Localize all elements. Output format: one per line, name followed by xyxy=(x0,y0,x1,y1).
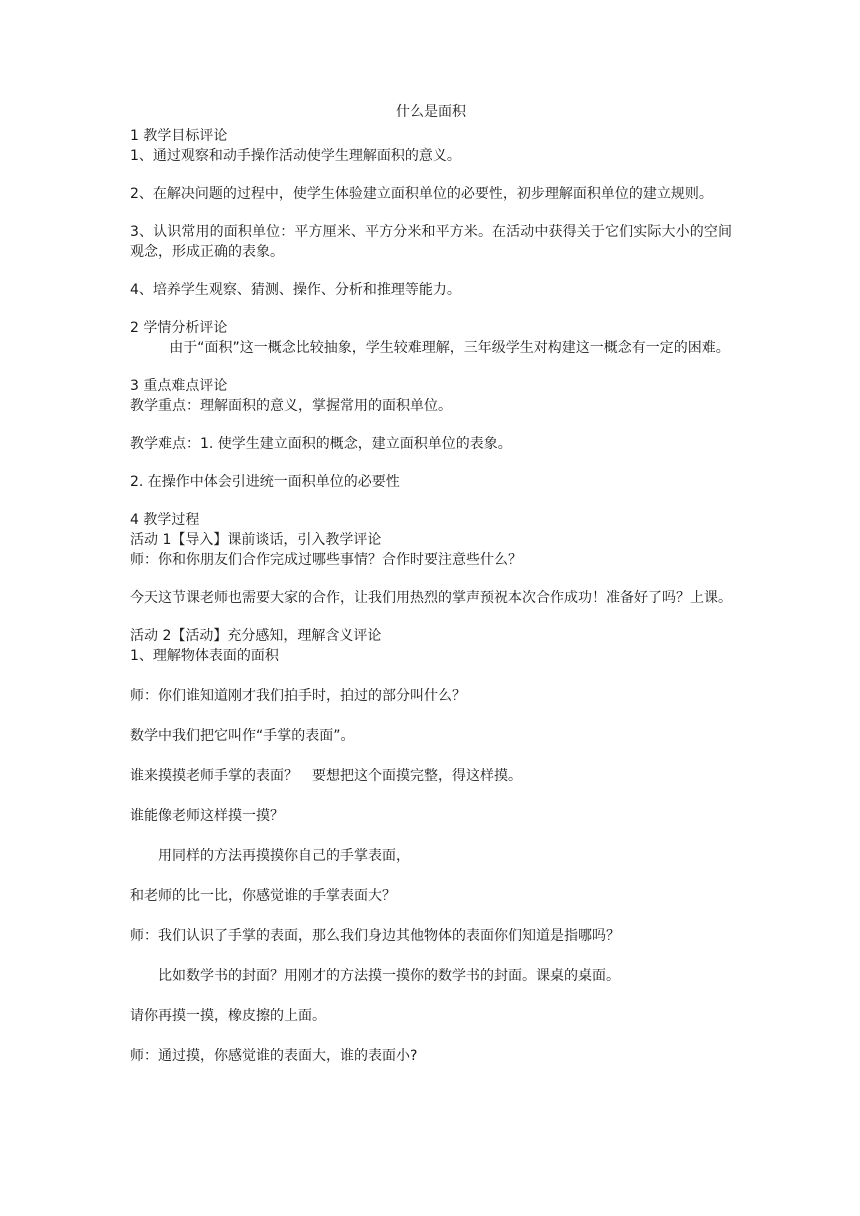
paragraph: 师：通过摸，你感觉谁的表面大，谁的表面小? xyxy=(130,1048,418,1064)
activity-title: 活动 1【导入】课前谈话，引入教学评论 xyxy=(130,532,382,548)
paragraph: 请你再摸一摸，橡皮擦的上面。 xyxy=(130,1008,326,1024)
paragraph: 谁来摸摸老师手掌的表面？ 要想把这个面摸完整，得这样摸。 xyxy=(130,768,522,784)
paragraph: 1、理解物体表面的面积 xyxy=(130,648,279,664)
paragraph: 用同样的方法再摸摸你自己的手掌表面， xyxy=(158,848,410,864)
paragraph: 4、培养学生观察、猜测、操作、分析和推理等能力。 xyxy=(130,282,461,298)
section-heading: 2 学情分析评论 xyxy=(130,320,228,336)
paragraph: 由于“面积”这一概念比较抽象，学生较难理解，三年级学生对构建这一概念有一定的困难。 xyxy=(169,340,730,356)
paragraph: 师：你和你朋友们合作完成过哪些事情？合作时要注意些什么？ xyxy=(130,552,522,568)
section-heading: 1 教学目标评论 xyxy=(130,128,228,144)
paragraph: 师：我们认识了手掌的表面，那么我们身边其他物体的表面你们知道是指哪吗？ xyxy=(130,928,620,944)
paragraph: 比如数学书的封面？用刚才的方法摸一摸你的数学书的封面。课桌的桌面。 xyxy=(158,968,620,984)
paragraph: 1、通过观察和动手操作活动使学生理解面积的意义。 xyxy=(130,148,461,164)
section-heading: 4 教学过程 xyxy=(130,512,200,528)
paragraph: 教学重点：理解面积的意义，掌握常用的面积单位。 xyxy=(130,398,452,414)
section-heading: 3 重点难点评论 xyxy=(130,378,228,394)
paragraph: 谁能像老师这样摸一摸？ xyxy=(130,808,284,824)
activity-title: 活动 2【活动】充分感知，理解含义评论 xyxy=(130,628,382,644)
paragraph: 师：你们谁知道刚才我们拍手时，拍过的部分叫什么？ xyxy=(130,688,466,704)
paragraph: 教学难点：1. 使学生建立面积的概念，建立面积单位的表象。 xyxy=(130,436,512,452)
paragraph: 数学中我们把它叫作“手掌的表面”。 xyxy=(130,728,355,744)
paragraph: 3、认识常用的面积单位：平方厘米、平方分米和平方米。在活动中获得关于它们实际大小的空间观念，形成正确的表象。 xyxy=(130,224,732,260)
document-title: 什么是面积 xyxy=(396,104,466,120)
paragraph: 今天这节课老师也需要大家的合作，让我们用热烈的掌声预祝本次合作成功！准备好了吗？上课。 xyxy=(130,590,732,606)
paragraph: 2、在解决问题的过程中，使学生体验建立面积单位的必要性，初步理解面积单位的建立规则。 xyxy=(130,186,713,202)
paragraph: 2. 在操作中体会引进统一面积单位的必要性 xyxy=(130,474,400,490)
document-page xyxy=(130,102,732,1066)
paragraph: 和老师的比一比，你感觉谁的手掌表面大？ xyxy=(130,888,396,904)
